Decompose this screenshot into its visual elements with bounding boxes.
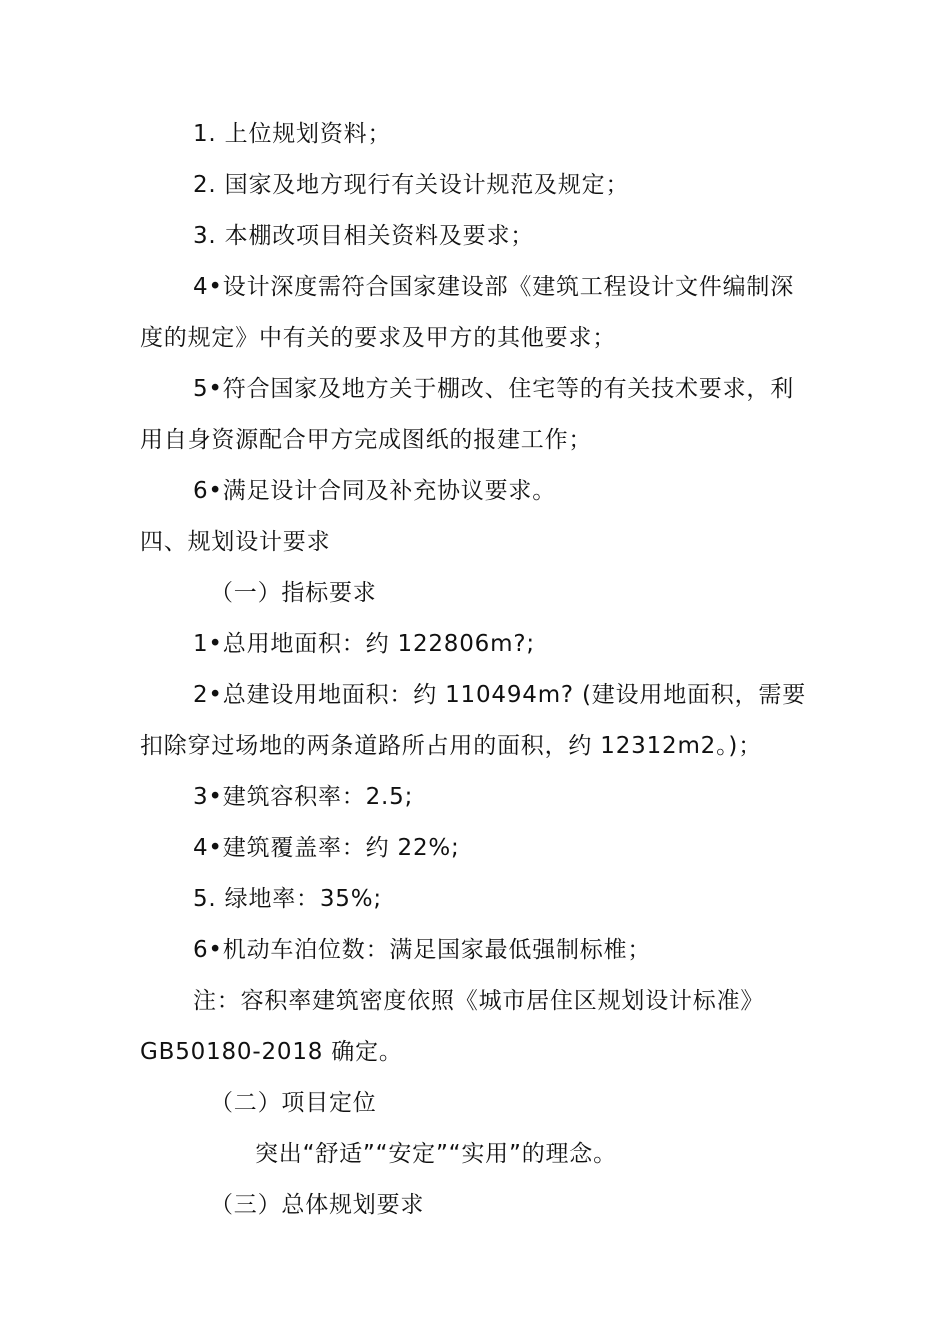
indicator-green-ratio: 5. 绿地率：35%; [193,886,382,912]
indicator-construction-land-cont: 扣除穿过场地的两条道路所占用的面积，约 12312m2。)； [140,733,762,759]
indicator-coverage: 4•建筑覆盖率：约 22%; [193,835,460,861]
note-standard: 注：容积率建筑密度依照《城市居住区规划设计标准》 [193,988,765,1014]
list-item-design-codes: 2. 国家及地方现行有关设计规范及规定； [193,172,630,198]
list-item-project-materials: 3. 本棚改项目相关资料及要求； [193,223,535,249]
positioning-text: 突出“舒适”“安定”“实用”的理念。 [255,1141,617,1167]
list-item-contract: 6•满足设计合同及补充协议要求。 [193,478,556,504]
subsection-heading-overall-planning: （三）总体规划要求 [210,1192,425,1218]
list-item-tech-requirements: 5•符合国家及地方关于棚改、住宅等的有关技术要求，利 [193,376,794,402]
list-item-tech-requirements-cont: 用自身资源配合甲方完成图纸的报建工作； [140,427,593,453]
subsection-heading-positioning: （二）项目定位 [210,1090,377,1116]
indicator-parking: 6•机动车泊位数：满足国家最低强制标椎； [193,937,652,963]
list-item-design-depth: 4•设计深度需符合国家建设部《建筑工程设计文件编制深 [193,274,794,300]
list-item-design-depth-cont: 度的规定》中有关的要求及甲方的其他要求； [140,325,616,351]
section-heading-planning: 四、规划设计要求 [140,529,331,555]
indicator-total-land-area: 1•总用地面积：约 122806m?; [193,631,535,657]
indicator-construction-land: 2•总建设用地面积：约 110494m? (建设用地面积，需要 [193,682,807,708]
list-item-upper-planning: 1. 上位规划资料； [193,121,392,147]
note-standard-cont: GB50180-2018 确定。 [140,1039,403,1065]
indicator-plot-ratio: 3•建筑容积率：2.5; [193,784,414,810]
subsection-heading-indicators: （一）指标要求 [210,580,377,606]
